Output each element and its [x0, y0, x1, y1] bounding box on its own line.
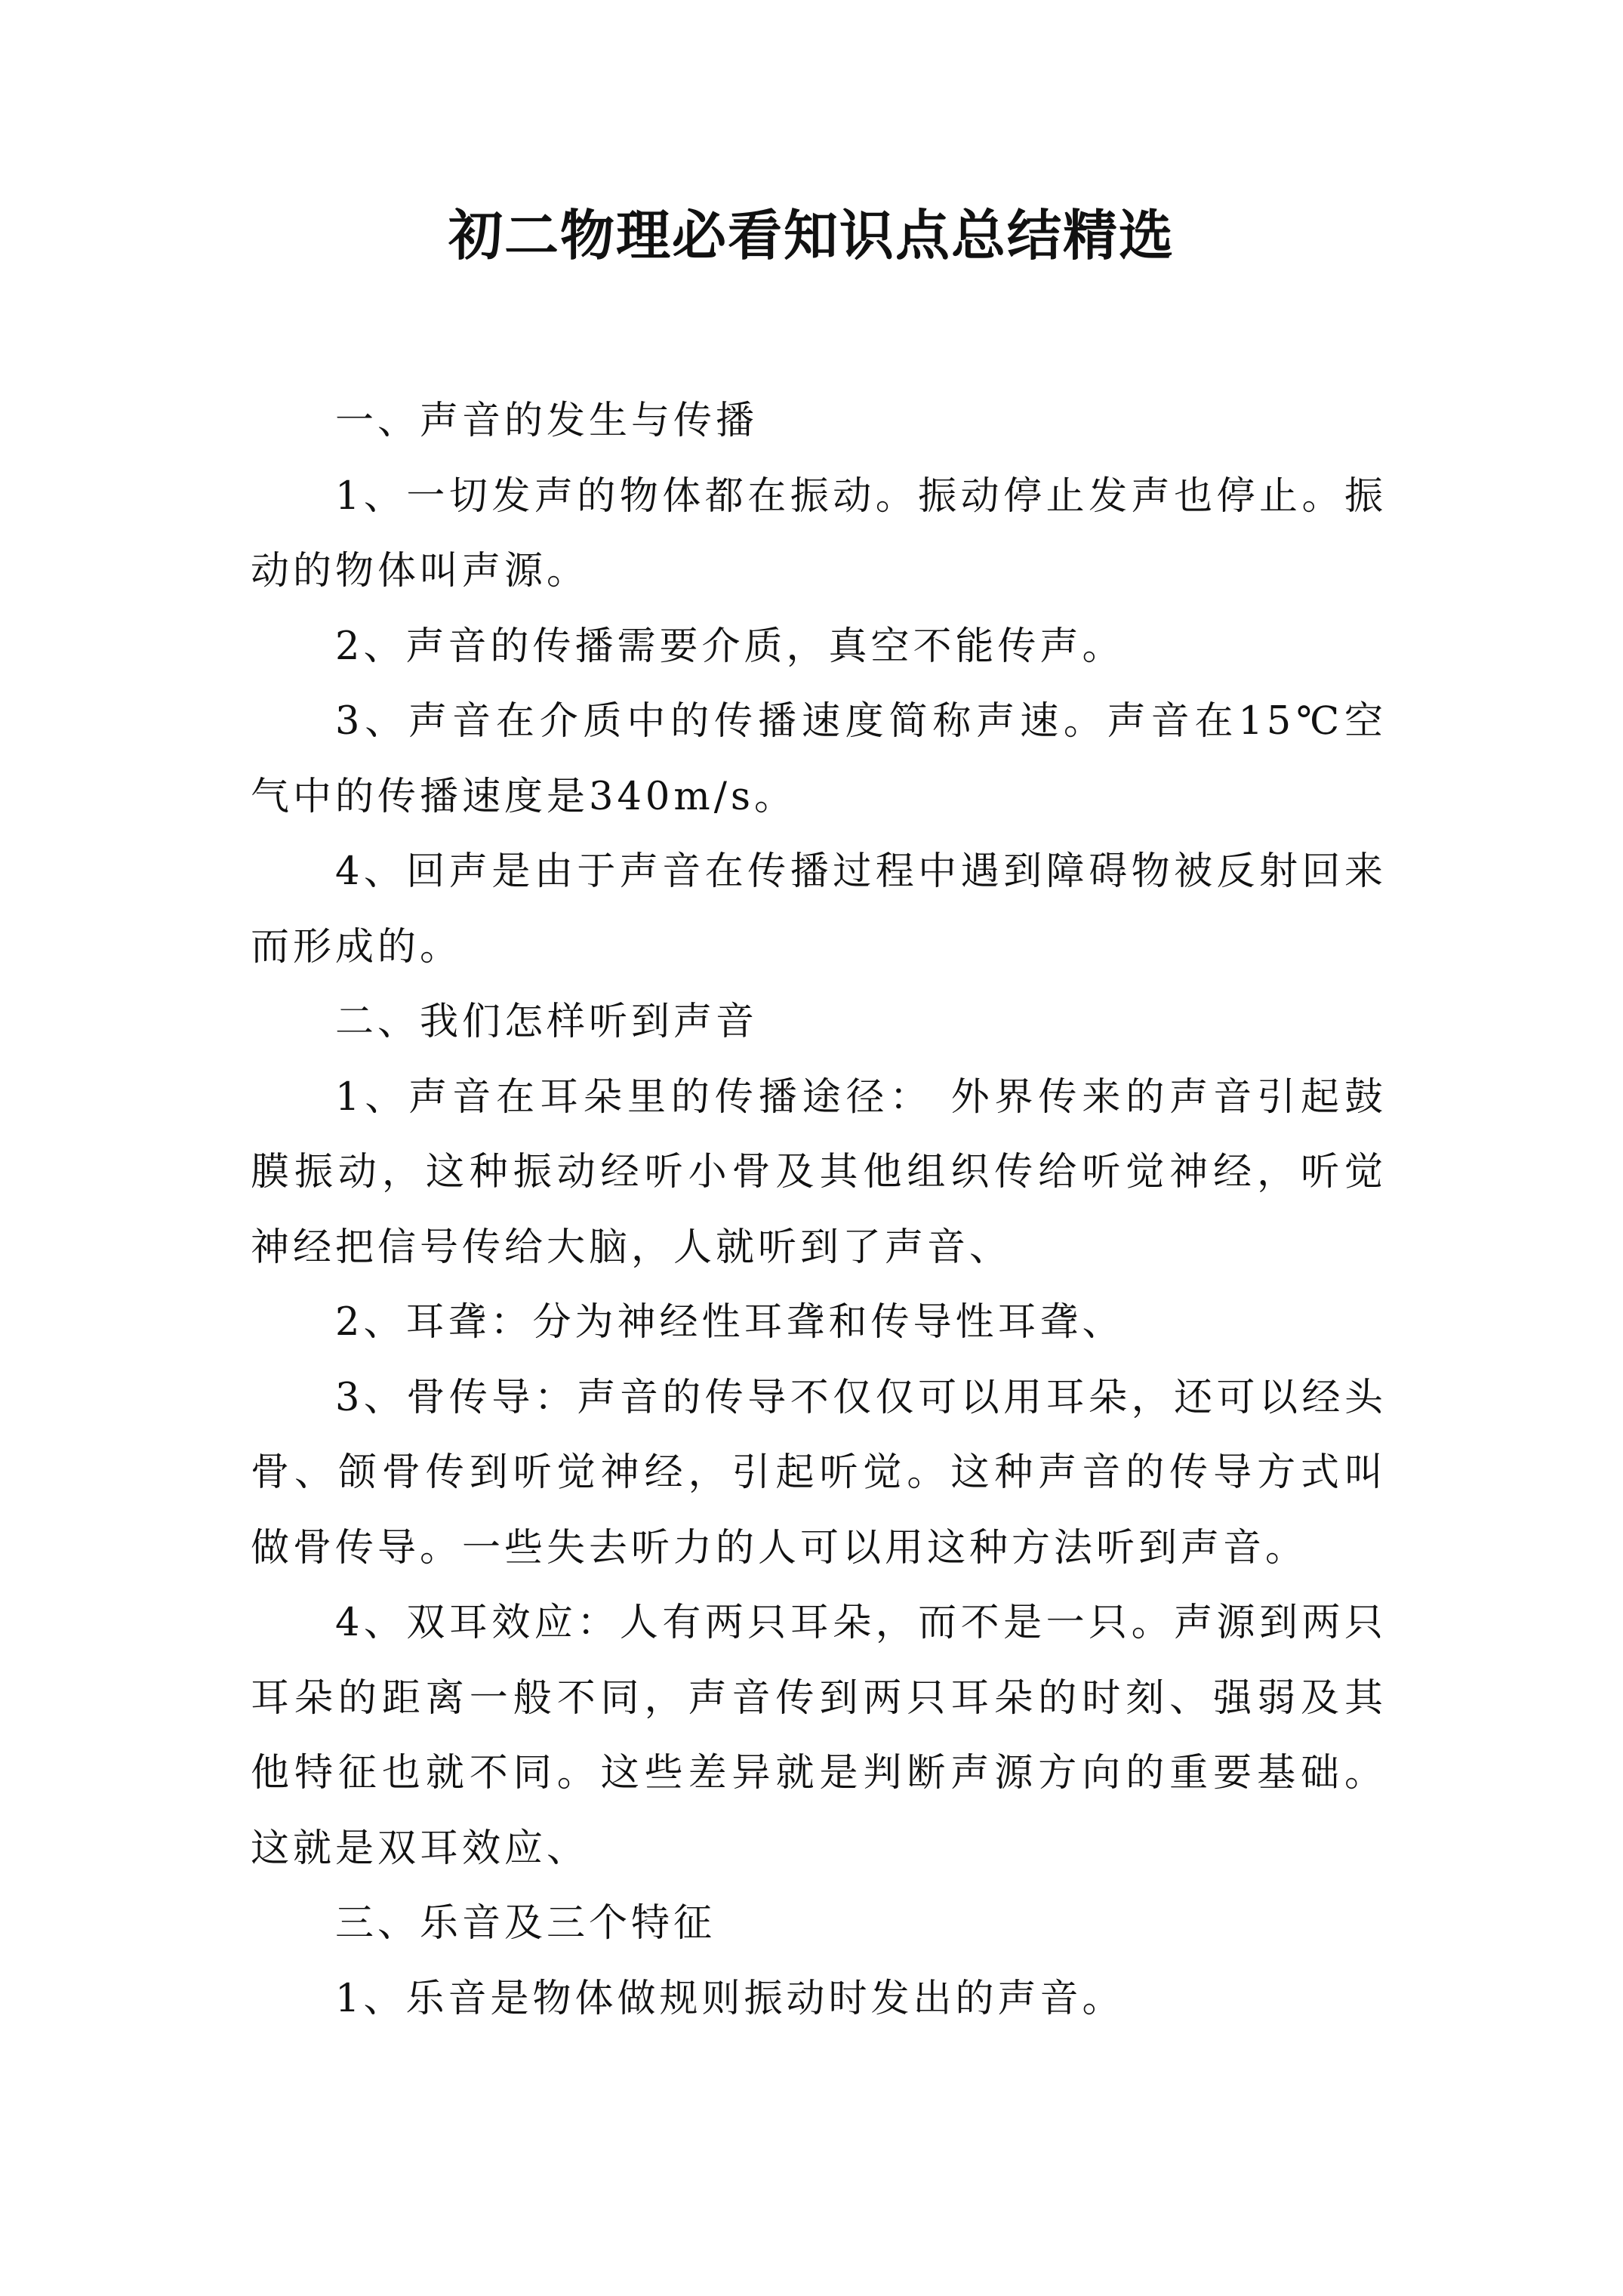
- paragraph: 1、一切发声的物体都在振动。振动停止发声也停止。振动的物体叫声源。: [251, 473, 1387, 593]
- paragraph: 3、声音在介质中的传播速度简称声速。声音在15℃空气中的传播速度是340m/s。: [251, 699, 1387, 819]
- paragraph: 4、双耳效应：人有两只耳朵，而不是一只。声源到两只耳朵的距离一般不同，声音传到两只耳朵的时刻、强弱及其他特征也就不同。这些差异就是判断声源方向的重要基础。这就是双耳效应、: [251, 1601, 1387, 1871]
- paragraph: 2、声音的传播需要介质，真空不能传声。: [335, 624, 1125, 669]
- paragraph: 3、骨传导：声音的传导不仅仅可以用耳朵，还可以经头骨、颌骨传到听觉神经，引起听觉。这种声音的传导方式叫做骨传导。一些失去听力的人可以用这种方法听到声音。: [251, 1375, 1387, 1570]
- paragraph: 4、回声是由于声音在传播过程中遇到障碍物被反射回来而形成的。: [251, 849, 1387, 969]
- paragraph: 1、声音在耳朵里的传播途径： 外界传来的声音引起鼓膜振动，这种振动经听小骨及其他组织传给听觉神经，听觉神经把信号传给大脑，人就听到了声音、: [251, 1074, 1387, 1270]
- paragraph: 2、耳聋：分为神经性耳聋和传导性耳聋、: [335, 1300, 1125, 1345]
- document-body: [251, 384, 1387, 2036]
- section-heading-2: 二、我们怎样听到声音: [335, 1000, 759, 1044]
- section-heading-1: 一、声音的发生与传播: [335, 399, 759, 443]
- section-heading-3: 三、乐音及三个特征: [335, 1901, 716, 1946]
- document-title: 初二物理必看知识点总结精选: [448, 203, 1175, 267]
- paragraph: 1、乐音是物体做规则振动时发出的声音。: [335, 1976, 1125, 2021]
